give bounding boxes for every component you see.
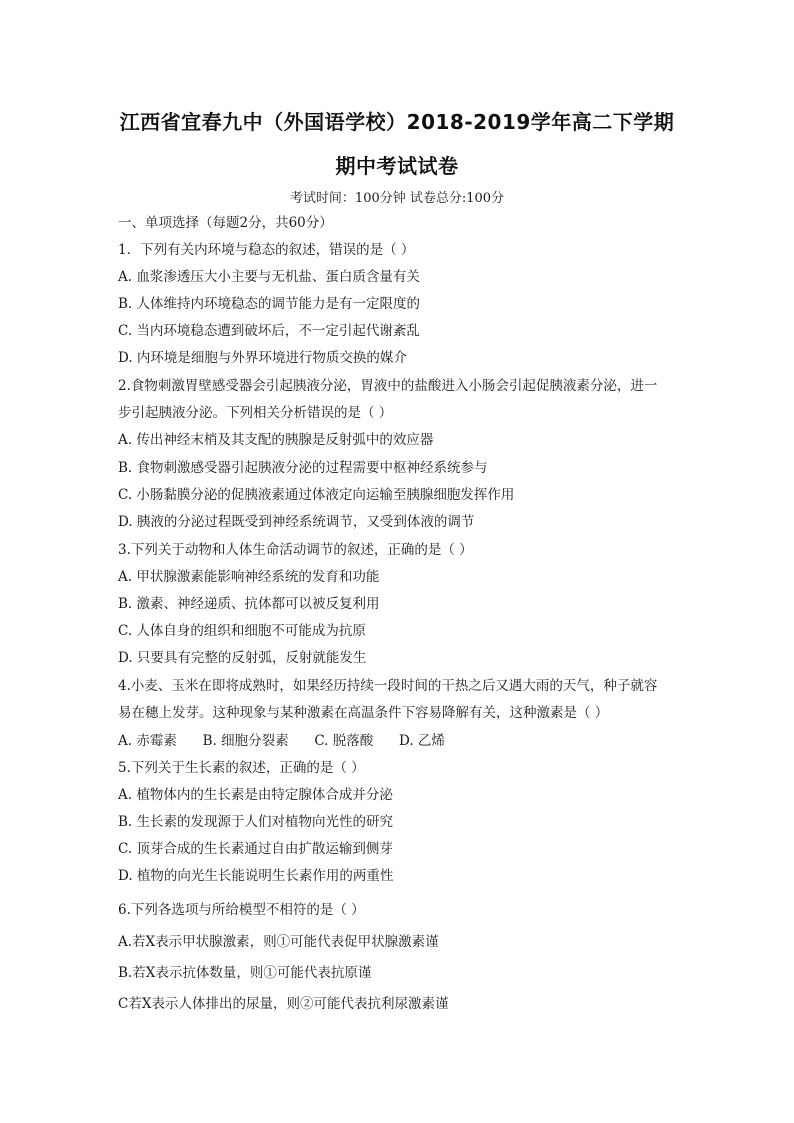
- question-option: B. 生长素的发现源于人们对植物向光性的研究: [118, 814, 394, 830]
- question-option: A. 传出神经末梢及其支配的胰腺是反射弧中的效应器: [118, 432, 434, 448]
- question-stem: 易在穗上发芽。这种现象与某种激素在高温条件下容易降解有关，这种激素是（ ）: [118, 705, 609, 721]
- question-option: D. 内环境是细胞与外界环境进行物质交换的媒介: [118, 350, 407, 366]
- question-option: A. 赤霉素 B. 细胞分裂素 C. 脱落酸 D. 乙烯: [118, 733, 445, 749]
- question-option: C. 当内环境稳态遭到破坏后，不一定引起代谢紊乱: [118, 323, 420, 339]
- exam-title-line2: 期中考试试卷: [335, 154, 459, 178]
- exam-meta: 考试时间：100分钟 试卷总分:100分: [289, 191, 505, 206]
- exam-title-line1: 江西省宜春九中（外国语学校）2018-2019学年高二下学期: [119, 110, 675, 134]
- question-stem: 4.小麦、玉米在即将成熟时，如果经历持续一段时间的干热之后又遇大雨的天气，种子就容: [118, 678, 658, 694]
- question-option: A. 甲状腺激素能影响神经系统的发育和功能: [118, 569, 380, 585]
- section-heading: 一、单项选择（每题2分，共60分）: [118, 215, 333, 231]
- question-option: C. 小肠黏膜分泌的促胰液素通过体液定向运输至胰腺细胞发挥作用: [118, 487, 515, 503]
- question-stem: 1．下列有关内环境与稳态的叙述，错误的是（ ）: [118, 242, 415, 258]
- question-stem: 5.下列关于生长素的叙述，正确的是（ ）: [118, 760, 365, 776]
- question-option: B. 食物刺激感受器引起胰液分泌的过程需要中枢神经系统参与: [118, 460, 488, 476]
- question-option: A. 植物体内的生长素是由特定腺体合成并分泌: [118, 787, 393, 803]
- question-option: D. 胰液的分泌过程既受到神经系统调节，又受到体液的调节: [118, 514, 475, 530]
- question-option: B.若X表示抗体数量，则①可能代表抗原谨: [118, 965, 372, 981]
- question-stem: 步引起胰液分泌。下列相关分析错误的是（ ）: [118, 405, 393, 421]
- question-option: D. 只要具有完整的反射弧，反射就能发生: [118, 650, 367, 666]
- question-option: C若X表示人体排出的尿量，则②可能代表抗利尿激素谨: [118, 996, 449, 1012]
- question-option: A.若X表示甲状腺激素，则①可能代表促甲状腺激素谨: [118, 934, 439, 950]
- question-option: A. 血浆渗透压大小主要与无机盐、蛋白质含量有关: [118, 269, 420, 285]
- question-option: C. 人体自身的组织和细胞不可能成为抗原: [118, 623, 366, 639]
- question-stem: 6.下列各选项与所给模型不相符的是（ ）: [118, 902, 365, 918]
- question-stem: 2.食物刺激胃壁感受器会引起胰液分泌，胃液中的盐酸进入小肠会引起促胰液素分泌，进一: [118, 378, 658, 394]
- question-option: B. 人体维持内环境稳态的调节能力是有一定限度的: [118, 296, 421, 312]
- question-option: B. 激素、神经递质、抗体都可以被反复利用: [118, 596, 380, 612]
- question-option: C. 顶芽合成的生长素通过自由扩散运输到侧芽: [118, 841, 393, 857]
- question-option: D. 植物的向光生长能说明生长素作用的两重性: [118, 868, 394, 884]
- question-stem: 3.下列关于动物和人体生命活动调节的叙述，正确的是（ ）: [118, 542, 473, 558]
